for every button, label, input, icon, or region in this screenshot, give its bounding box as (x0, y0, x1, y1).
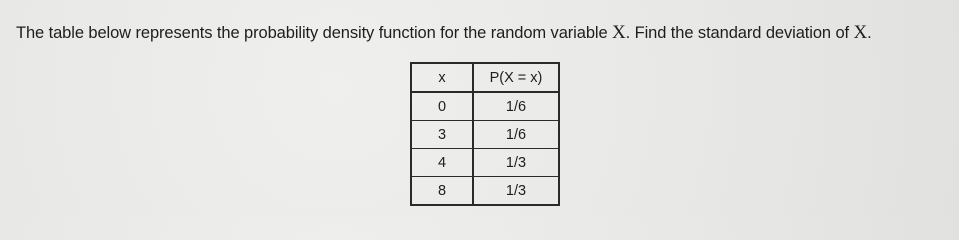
table-row (411, 177, 559, 206)
cell-x: 4 (411, 149, 473, 177)
question-text (16, 22, 951, 44)
cell-x: 3 (411, 121, 473, 149)
cell-probability: 1/3 (473, 149, 559, 177)
table-header-row (411, 63, 559, 92)
question-part-1: The table below represents the probability density function for the random variable (16, 24, 613, 42)
cell-x: 8 (411, 177, 473, 206)
question-end: . (867, 24, 872, 42)
table-row (411, 121, 559, 149)
variable-x-1: X (612, 22, 626, 43)
question-part-2: . Find the standard deviation of (625, 24, 854, 42)
cell-x: 0 (411, 92, 473, 121)
cell-probability: 1/6 (473, 121, 559, 149)
header-probability: P(X = x) (473, 63, 559, 92)
cell-probability: 1/6 (473, 92, 559, 121)
table-row (411, 149, 559, 177)
header-x: x (411, 63, 473, 92)
probability-table (410, 62, 560, 206)
cell-probability: 1/3 (473, 177, 559, 206)
variable-x-2: X (853, 22, 868, 43)
table-row (411, 92, 559, 121)
